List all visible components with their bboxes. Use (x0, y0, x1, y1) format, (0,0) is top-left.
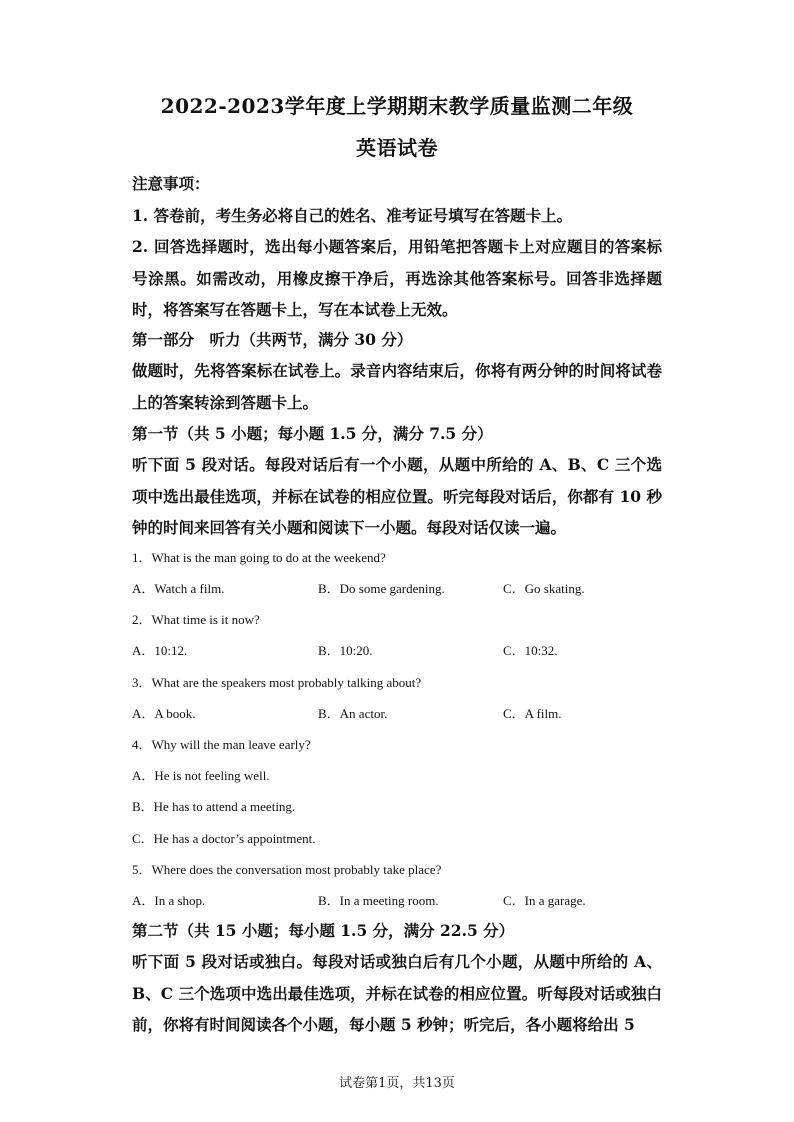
notice-heading: 注意事项： (132, 174, 210, 193)
q3-option-b: B．An actor. (318, 706, 388, 721)
question-5: 5．Where does the conversation most probably take place? (132, 862, 442, 877)
q4-option-a: A．He is not feeling well. (132, 768, 270, 783)
exam-subtitle: 英语试卷 (356, 136, 438, 160)
q5-option-c: C．In a garage. (503, 893, 586, 908)
q2-option-a: A．10:12. (132, 643, 188, 658)
section1-heading: 第一节（共 5 小题；每小题 1.5 分，满分 7.5 分） (132, 424, 493, 443)
notice-item-2: 2. 回答选择题时，选出每小题答案后，用铅笔把答题卡上对应题目的答案标号涂黑。如需改动，用橡皮擦干净后，再选涂其他答案标号。回答非选择题时，将答案写在答题卡上，写在本试卷上无效。 (132, 237, 662, 319)
q4-option-c: C．He has a doctor’s appointment. (132, 831, 316, 846)
q2-option-c: C．10:32. (503, 643, 558, 658)
section1-instructions: 听下面 5 段对话。每段对话后有一个小题，从题中所给的 A、B、C 三个选项中选出最佳选项，并标在试卷的相应位置。听完每段对话后，你都有 10 秒钟的时间来回答有关小题和阅读下一小题。每段对话仅读一遍。 (132, 455, 662, 537)
part1-heading: 第一部分 听力（共两节，满分 30 分） (132, 330, 413, 349)
q5-option-a: A．In a shop. (132, 893, 206, 908)
section2-heading: 第二节（共 15 小题；每小题 1.5 分，满分 22.5 分） (132, 921, 515, 940)
q4-option-b: B．He has to attend a meeting. (132, 799, 296, 814)
question-3: 3．What are the speakers most probably talking about? (132, 675, 422, 690)
q1-option-b: B．Do some gardening. (318, 581, 445, 596)
question-4: 4．Why will the man leave early? (132, 737, 311, 752)
q3-option-c: C．A film. (503, 706, 562, 721)
q2-option-b: B．10:20. (318, 643, 373, 658)
exam-title: 2022-2023学年度上学期期末教学质量监测二年级 (160, 94, 634, 118)
q3-option-a: A．A book. (132, 706, 196, 721)
section2-instructions: 听下面 5 段对话或独白。每段对话或独白后有几个小题，从题中所给的 A、B、C 三个选项中选出最佳选项，并标在试卷的相应位置。听每段对话或独白前，你将有时间阅读各个小题，每小题 5 秒钟；听完后，各小题将给出 5 (132, 952, 662, 1034)
question-1: 1．What is the man going to do at the weekend? (132, 550, 386, 565)
part1-instructions: 做题时，先将答案标在试卷上。录音内容结束后，你将有两分钟的时间将试卷上的答案转涂到答题卡上。 (132, 361, 662, 412)
page-footer: 试卷第1页，共13页 (339, 1076, 455, 1091)
question-2: 2．What time is it now? (132, 612, 260, 627)
q1-option-c: C．Go skating. (503, 581, 585, 596)
q5-option-b: B．In a meeting room. (318, 893, 439, 908)
q1-option-a: A．Watch a film. (132, 581, 225, 596)
notice-item-1: 1. 答卷前，考生务必将自己的姓名、准考证号填写在答题卡上。 (132, 206, 573, 225)
